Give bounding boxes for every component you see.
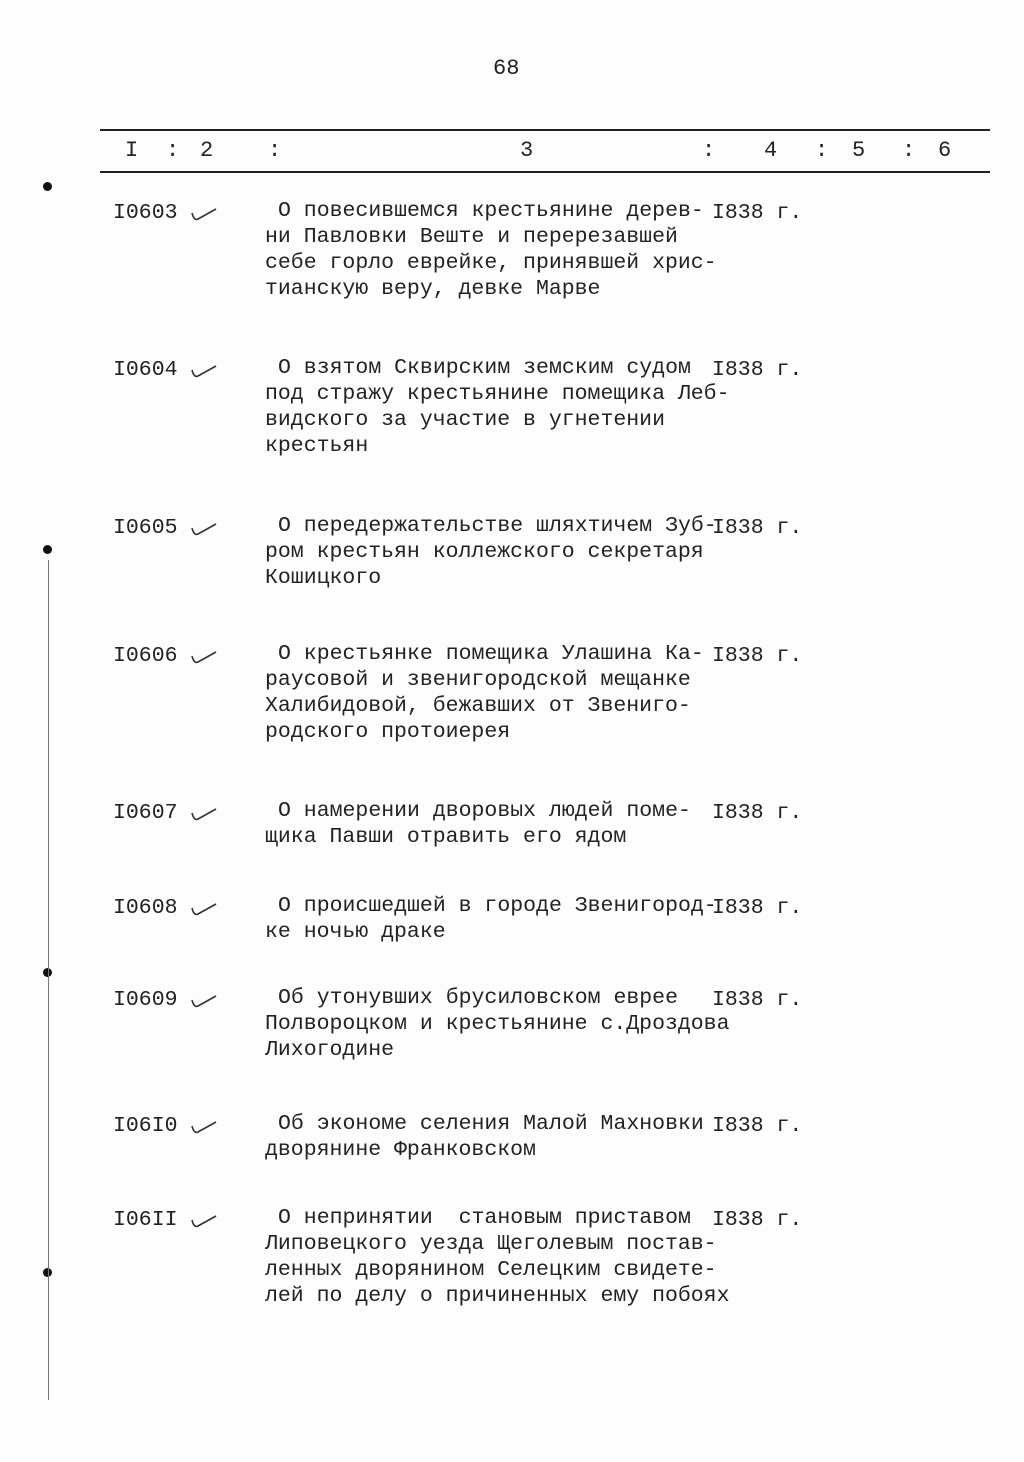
description-line: Полвороцком и крестьянине с.Дроздова xyxy=(265,1012,730,1036)
case-year: I838 г. xyxy=(712,801,803,825)
description-line: дворянине Франковском xyxy=(265,1138,536,1162)
page-number: 68 xyxy=(493,56,520,81)
case-number: I0608 xyxy=(113,896,178,920)
case-number: I0606 xyxy=(113,644,178,668)
description-line: Халибидовой, бежавших от Звениго- xyxy=(265,694,691,718)
description-line: ке ночью драке xyxy=(265,920,446,944)
case-year: I838 г. xyxy=(712,516,803,540)
case-description xyxy=(265,644,704,748)
case-description xyxy=(265,896,717,948)
separator: : xyxy=(166,138,180,163)
checkmark-icon xyxy=(188,805,222,825)
checkmark-icon xyxy=(188,900,222,920)
description-line: О намерении дворовых людей поме- xyxy=(278,799,691,823)
case-year: I838 г. xyxy=(712,201,803,225)
case-year: I838 г. xyxy=(712,988,803,1012)
header-bottom-rule xyxy=(100,171,990,173)
description-line: видского за участие в угнетении xyxy=(265,408,665,432)
case-description xyxy=(265,358,729,462)
checkmark-icon xyxy=(188,1118,222,1138)
description-line: Липовецкого уезда Щеголевым постав- xyxy=(265,1232,717,1256)
column-3: 3 xyxy=(520,138,534,163)
case-number: I0603 xyxy=(113,201,178,225)
checkmark-icon xyxy=(188,362,222,382)
column-1: I xyxy=(125,138,139,163)
column-6: 6 xyxy=(938,138,952,163)
case-number: I06II xyxy=(113,1208,178,1232)
description-line: крестьян xyxy=(265,434,369,458)
case-number: I0605 xyxy=(113,516,178,540)
separator: : xyxy=(268,138,282,163)
description-line: О повесившемся крестьянине дерев- xyxy=(278,199,704,223)
description-line: ленных дворянином Селецким свидете- xyxy=(265,1258,717,1282)
punch-hole xyxy=(43,182,52,191)
case-description xyxy=(265,1114,704,1166)
description-line: О взятом Сквирским земским судом xyxy=(278,356,691,380)
column-4: 4 xyxy=(764,138,778,163)
description-line: Об экономе селения Малой Махновки xyxy=(278,1112,704,1136)
case-number: I0609 xyxy=(113,988,178,1012)
case-year: I838 г. xyxy=(712,644,803,668)
description-line: тианскую веру, девке Марве xyxy=(265,277,601,301)
description-line: раусовой и звенигородской мещанке xyxy=(265,668,691,692)
case-number: I0607 xyxy=(113,801,178,825)
description-line: Кошицкого xyxy=(265,566,382,590)
case-description xyxy=(265,516,717,594)
checkmark-icon xyxy=(188,1212,222,1232)
description-line: ни Павловки Веште и перерезавшей xyxy=(265,225,678,249)
description-line: Лихогодине xyxy=(265,1038,395,1062)
checkmark-icon xyxy=(188,205,222,225)
case-number: I0604 xyxy=(113,358,178,382)
case-number: I06I0 xyxy=(113,1114,178,1138)
case-description xyxy=(265,801,691,853)
description-line: О передержательстве шляхтичем Зуб- xyxy=(278,514,717,538)
case-description xyxy=(265,1208,729,1312)
checkmark-icon xyxy=(188,648,222,668)
separator: : xyxy=(815,138,829,163)
separator: : xyxy=(702,138,716,163)
separator: : xyxy=(902,138,916,163)
checkmark-icon xyxy=(188,520,222,540)
description-line: О происшедшей в городе Звенигород- xyxy=(278,894,717,918)
column-2: 2 xyxy=(200,138,214,163)
case-year: I838 г. xyxy=(712,896,803,920)
description-line: под стражу крестьянине помещика Леб- xyxy=(265,382,730,406)
description-line: Об утонувших брусиловском еврее xyxy=(278,986,678,1010)
description-line: лей по делу о причиненных ему побоях xyxy=(265,1284,730,1308)
punch-hole xyxy=(43,545,52,554)
case-description xyxy=(265,201,717,305)
description-line: себе горло еврейке, принявшей хрис- xyxy=(265,251,717,275)
case-year: I838 г. xyxy=(712,1208,803,1232)
case-year: I838 г. xyxy=(712,358,803,382)
description-line: О крестьянке помещика Улашина Ка- xyxy=(278,642,704,666)
description-line: О непринятии становым приставом xyxy=(278,1206,691,1230)
header-top-rule xyxy=(100,129,990,131)
case-year: I838 г. xyxy=(712,1114,803,1138)
case-description xyxy=(265,988,729,1066)
description-line: ром крестьян коллежского секретаря xyxy=(265,540,704,564)
description-line: щика Павши отравить его ядом xyxy=(265,825,627,849)
binding-line xyxy=(48,560,49,1400)
column-5: 5 xyxy=(852,138,866,163)
description-line: родского протоиерея xyxy=(265,720,511,744)
checkmark-icon xyxy=(188,992,222,1012)
